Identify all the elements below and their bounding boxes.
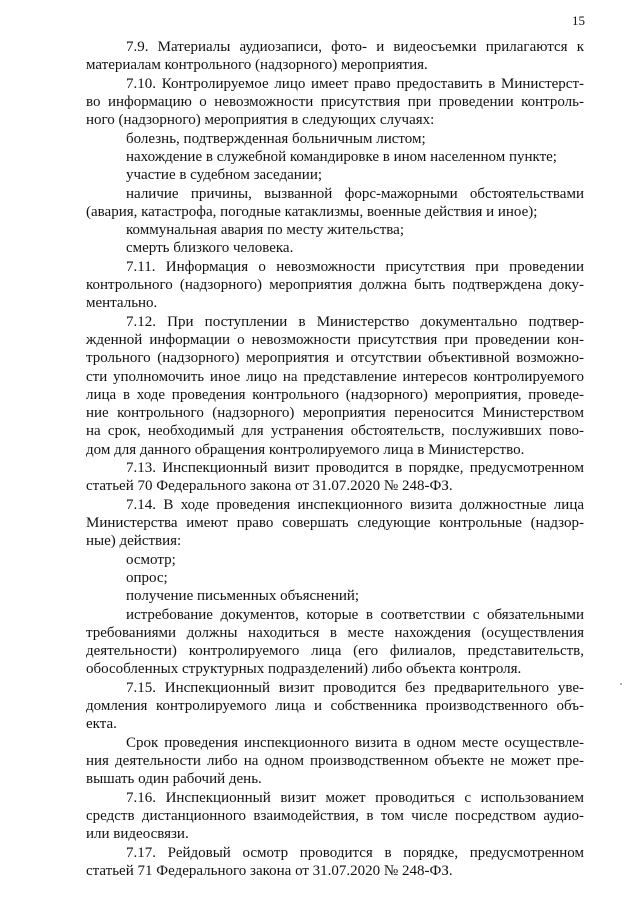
text-line: ные) действия: — [86, 533, 182, 549]
paragraph-first-line: участие в судебном заседании; — [126, 167, 323, 183]
text-line: лица в ходе проведения контрольного (надзорного) мероприятия, проведе- — [86, 387, 584, 403]
text-line: екта. — [86, 716, 117, 732]
text-line: статьей 70 Федерального закона от 31.07.2020 № 248-ФЗ. — [86, 478, 453, 494]
text-line: ного (надзорного) мероприятия в следующих случаях: — [86, 112, 435, 128]
text-line: контрольного (надзорного) мероприятия должна быть подтверждена доку- — [86, 277, 584, 293]
text-line: трольного (надзорного) мероприятия и отсутствии объективной возможно- — [86, 350, 584, 366]
scan-speck — [620, 683, 622, 685]
paragraph-first-line: 7.9. Материалы аудиозаписи, фото- и видеосъемки прилагаются к — [126, 39, 584, 55]
text-line: материалам контрольного (надзорного) мероприятия. — [86, 57, 428, 73]
paragraph-first-line: 7.16. Инспекционный визит может проводиться с использованием — [126, 790, 584, 806]
text-line: обособленных структурных подразделений) либо объекта контроля. — [86, 661, 522, 677]
text-line: статьей 71 Федерального закона от 31.07.2020 № 248-ФЗ. — [86, 863, 453, 879]
text-line: на срок, необходимый для устранения обстоятельств, послуживших пово- — [86, 423, 584, 439]
paragraph-first-line: коммунальная авария по месту жительства; — [126, 222, 404, 238]
paragraph-first-line: истребование документов, которые в соответствии с обязательными — [126, 607, 584, 623]
text-line: дом для данного обращения контролируемого лица в Министерство. — [86, 442, 525, 458]
paragraph-first-line: 7.14. В ходе проведения инспекционного визита должностные лица — [126, 497, 584, 513]
text-line: (авария, катастрофа, погодные катаклизмы, военные действия и иное); — [86, 204, 538, 220]
text-line: требованиями должны находиться в месте нахождения (осуществления — [86, 625, 584, 641]
paragraph-first-line: получение письменных объяснений; — [126, 588, 360, 604]
text-line: Министерства имеют право совершать следующие контрольные (надзор- — [86, 515, 584, 531]
text-line: средств дистанционного взаимодействия, в том числе посредством аудио- — [86, 808, 584, 824]
text-line: сти уполномочить иное лицо на представление интересов контролируемого — [86, 369, 584, 385]
text-line: жденной информации о невозможности присутствия при проведении кон- — [86, 332, 584, 348]
paragraph-first-line: 7.11. Информация о невозможности присутствия при проведении — [126, 259, 584, 275]
text-line: во информацию о невозможности присутствия при проведении контроль- — [86, 94, 584, 110]
text-line: деятельности) контролируемого лица (его филиалов, представительств, — [86, 643, 584, 659]
paragraph-first-line: нахождение в служебной командировке в ином населенном пункте; — [126, 149, 557, 165]
text-line: домления контролируемого лица и собственника производственного объ- — [86, 698, 584, 714]
text-line: или видеосвязи. — [86, 826, 189, 842]
paragraph-first-line: 7.13. Инспекционный визит проводится в порядке, предусмотренном — [126, 460, 584, 476]
paragraph-first-line: 7.15. Инспекционный визит проводится без предварительного уве- — [126, 680, 584, 696]
text-line: ментально. — [86, 295, 158, 311]
text-line: вышать один рабочий день. — [86, 771, 262, 787]
paragraph-first-line: 7.17. Рейдовый осмотр проводится в порядке, предусмотренном — [126, 845, 584, 861]
paragraph-first-line: 7.12. При поступлении в Министерство документально подтвер- — [126, 314, 584, 330]
paragraph-first-line: Срок проведения инспекционного визита в одном месте осуществле- — [126, 735, 584, 751]
paragraph-first-line: опрос; — [126, 570, 168, 586]
paragraph-first-line: смерть близкого человека. — [126, 240, 294, 256]
paragraph-first-line: болезнь, подтвержденная больничным листом; — [126, 131, 426, 147]
paragraph-first-line: осмотр; — [126, 552, 176, 568]
paragraph-first-line: 7.10. Контролируемое лицо имеет право предоставить в Министерст- — [126, 76, 584, 92]
text-line: ния деятельности либо на одном производственном объекте не может пре- — [86, 753, 584, 769]
text-line: ние контрольного (надзорного) мероприятия переносится Министерством — [86, 405, 584, 421]
paragraph-first-line: наличие причины, вызванной форс-мажорными обстоятельствами — [126, 186, 584, 202]
page-number: 15 — [572, 13, 585, 28]
